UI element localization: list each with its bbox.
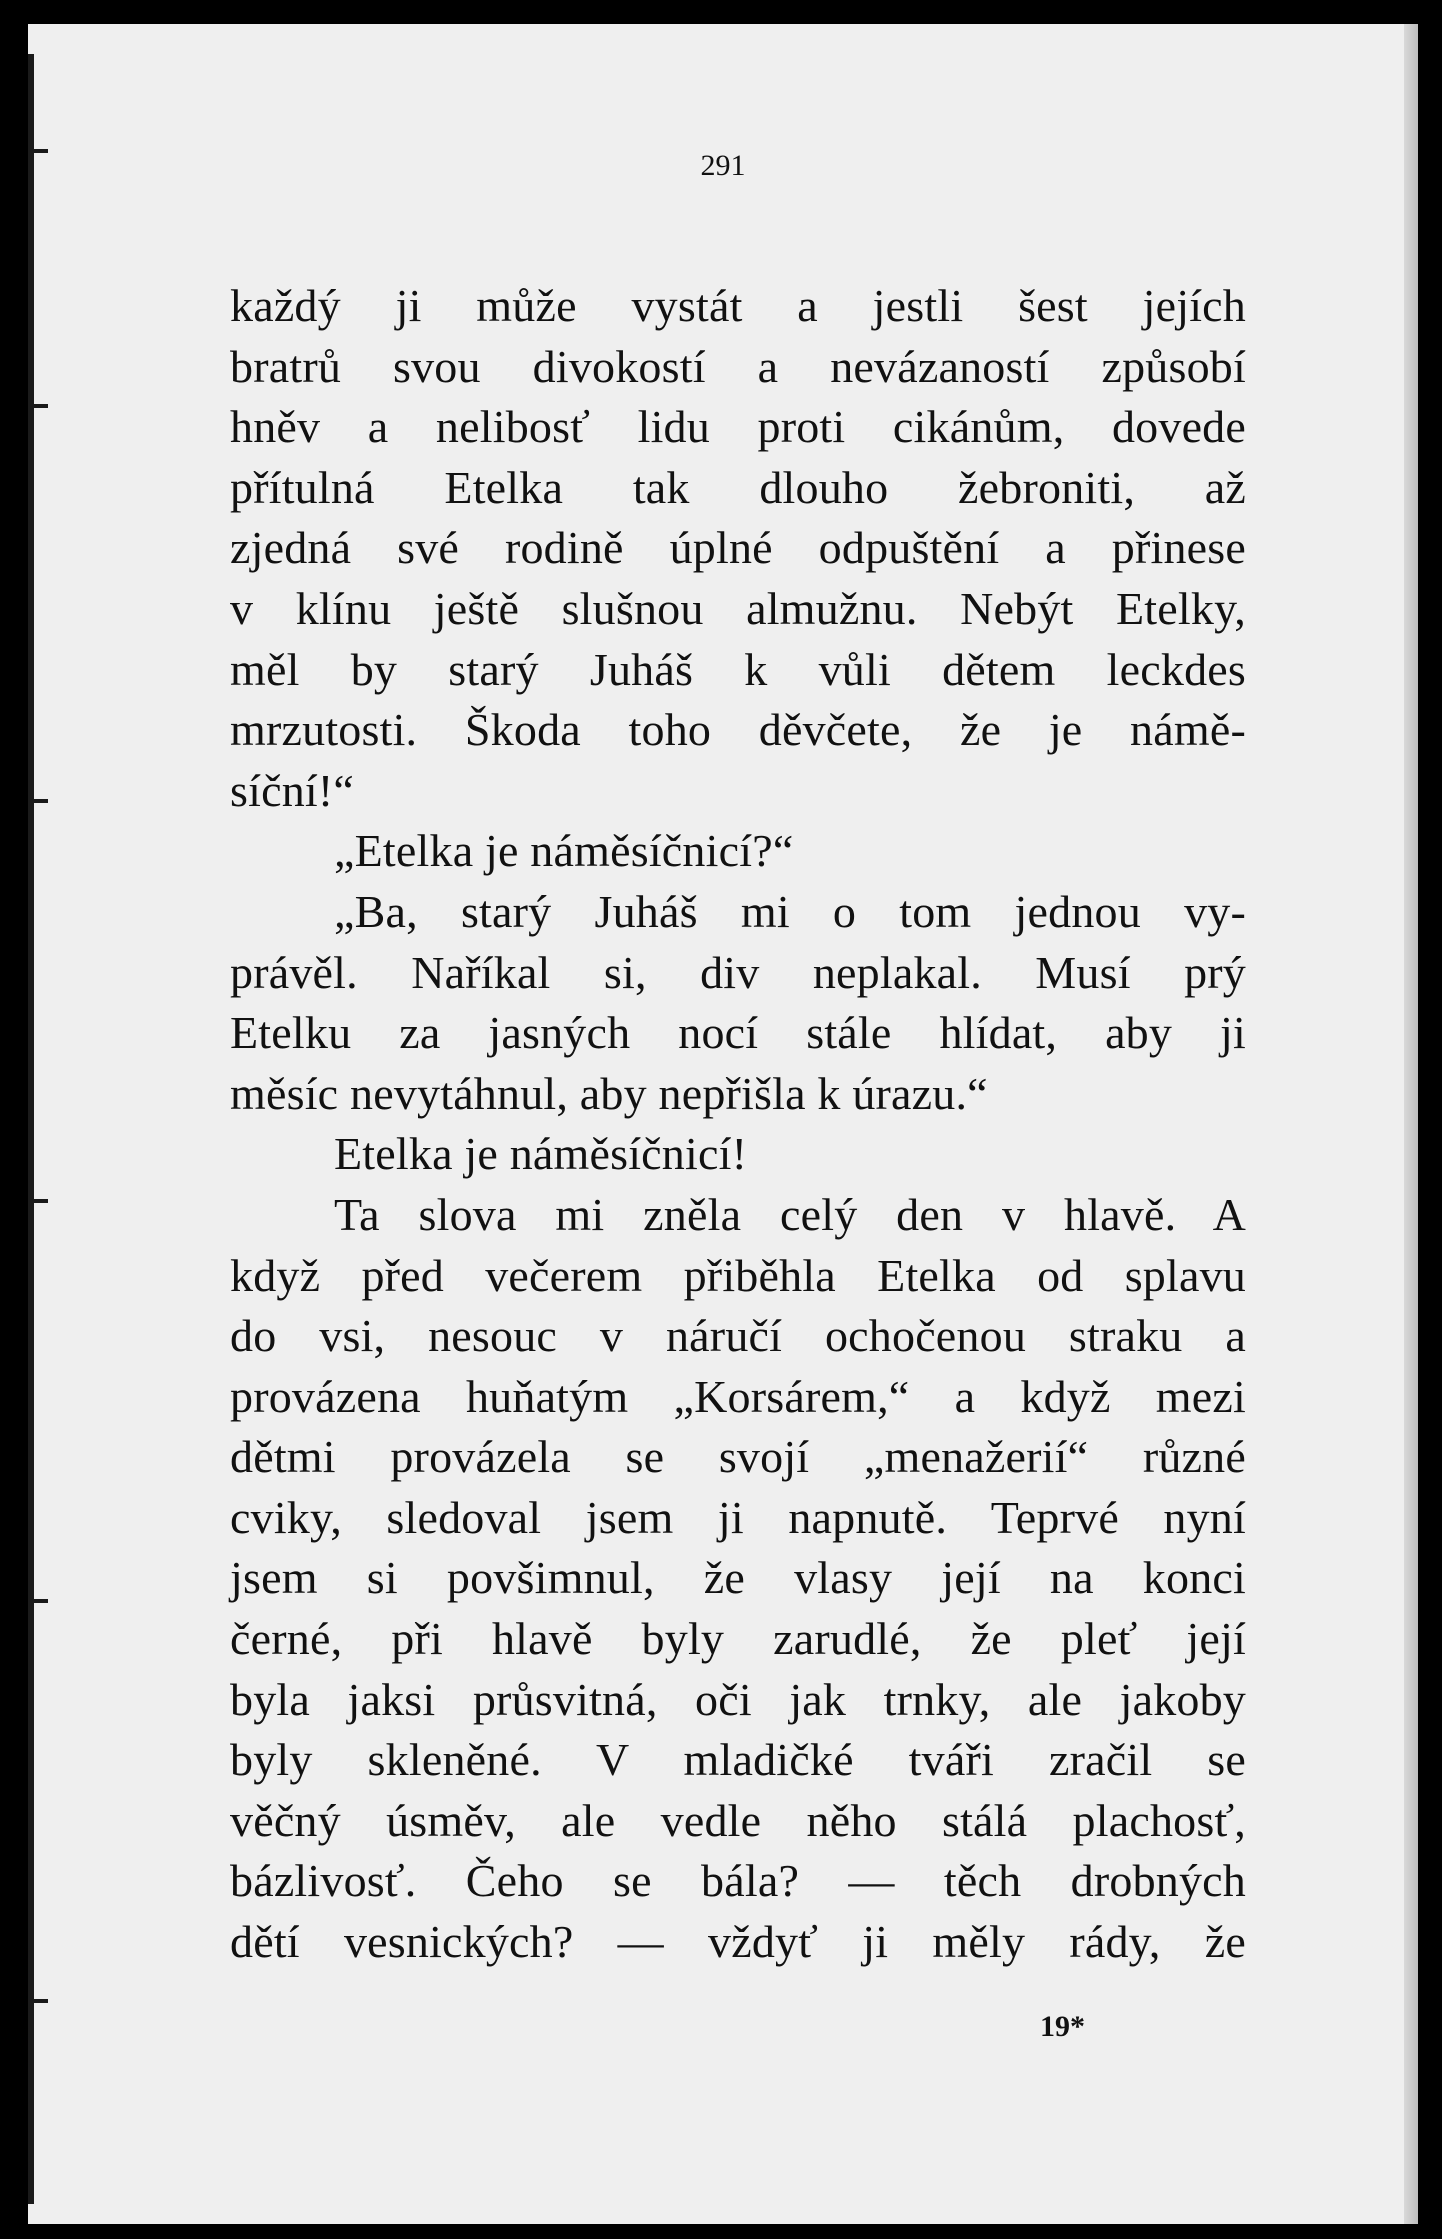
text-line: síční!“ xyxy=(230,764,355,816)
page-edge-shadow xyxy=(1404,24,1418,2224)
text-line: Etelka je náměsíčnicí! xyxy=(334,1128,748,1180)
text-line: jsem si povšimnul, že vlasy její na konci xyxy=(230,1552,1246,1604)
text-line: každý ji může vystát a jestli šest jejích xyxy=(230,280,1246,331)
text-line: mrzutosti. Škoda toho děvčete, že je námě- xyxy=(230,704,1246,756)
binding-mark xyxy=(28,799,48,803)
text-line: „Ba, starý Juháš mi o tom jednou vy- xyxy=(334,885,1246,937)
binding-mark xyxy=(28,1199,48,1203)
text-line: bázlivosť. Čeho se bála? — těch drobných xyxy=(230,1855,1246,1907)
signature-mark: 19* xyxy=(1040,2010,1085,2043)
text-line: dětmi provázela se svojí „menažerií“ různé xyxy=(230,1431,1246,1483)
text-line: právěl. Naříkal si, div neplakal. Musí prý xyxy=(230,946,1246,998)
text-line: cviky, sledoval jsem ji napnutě. Teprvé nyní xyxy=(230,1491,1246,1543)
text-line: černé, při hlavě byly zarudlé, že pleť její xyxy=(230,1613,1246,1665)
text-line: byla jaksi průsvitná, oči jak trnky, ale jakoby xyxy=(230,1673,1246,1725)
text-line: Ta slova mi zněla celý den v hlavě. A xyxy=(334,1188,1246,1240)
text-line: v klínu ještě slušnou almužnu. Nebýt Etelky, xyxy=(230,582,1246,634)
text-line: hněv a nelibosť lidu proti cikánům, dovede xyxy=(230,401,1246,453)
text-line: měsíc nevytáhnul, aby nepřišla k úrazu.“ xyxy=(230,1067,988,1119)
text-line: „Etelka je náměsíčnicí?“ xyxy=(334,825,794,877)
text-line: věčný úsměv, ale vedle něho stálá plachosť, xyxy=(230,1794,1246,1846)
binding-mark xyxy=(28,1999,48,2003)
binding-mark xyxy=(28,404,48,408)
text-line: když před večerem přiběhla Etelka od splavu xyxy=(230,1249,1246,1301)
text-line: dětí vesnických? — vždyť ji měly rády, že xyxy=(230,1916,1246,1968)
text-line: zjedná své rodině úplné odpuštění a přinese xyxy=(230,522,1246,574)
body-text xyxy=(230,276,1246,1973)
text-line: přítulná Etelka tak dlouho žebroniti, až xyxy=(230,461,1246,513)
text-line: do vsi, nesouc v náručí ochočenou straku a xyxy=(230,1310,1246,1362)
text-line: provázena huňatým „Korsárem,“ a když mezi xyxy=(230,1370,1246,1422)
text-line: bratrů svou divokostí a nevázaností způsobí xyxy=(230,340,1246,392)
binding-edge xyxy=(28,54,34,2204)
page-number: 291 xyxy=(700,149,746,182)
book-page xyxy=(28,24,1418,2224)
text-line: byly skleněné. V mladičké tváři zračil se xyxy=(230,1734,1246,1786)
binding-mark xyxy=(28,1599,48,1603)
text-line: Etelku za jasných nocí stále hlídat, aby ji xyxy=(230,1007,1246,1059)
text-line: měl by starý Juháš k vůli dětem leckdes xyxy=(230,643,1246,695)
